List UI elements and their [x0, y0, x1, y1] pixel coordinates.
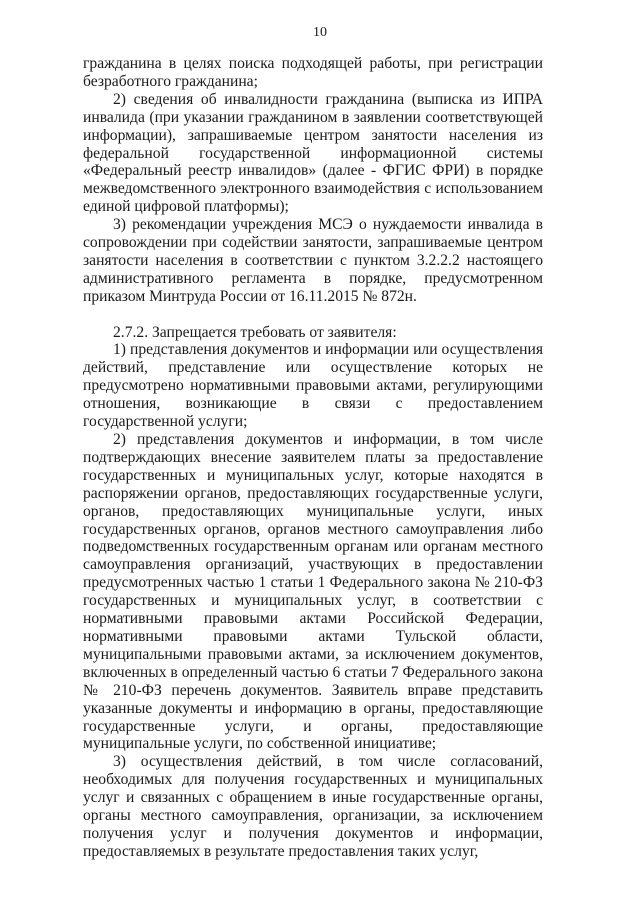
paragraph-item-3-mse-recommendations: 3) рекомендации учреждения МСЭ о нуждаемости инвалида в сопровождении при содействии занятости, запрашиваемые центром занятости населения в соответствии с пунктом 3.2.2.2 настоящего административного регламента в порядке, предусмотренном приказом Минтруда России от 16.11.2015 № 872н. — [83, 216, 543, 305]
page-number: 10 — [313, 25, 327, 40]
paragraph-prohibition-1: 1) представления документов и информации или осуществления действий, представление или осуществление которых не предусмотрено нормативными правовыми актами, регулирующими отношения, возникающие в связи с предоставлением государственной услуги; — [83, 341, 543, 431]
paragraph-item-2-disability-info: 2) сведения об инвалидности гражданина (выписка из ИПРА инвалида (при указании гражданином в заявлении соответствующей информации), запрашиваемые центром занятости населения из федеральной государственной информационной системы «Федеральный реестр инвалидов» (далее - ФГИС ФРИ) в порядке межведомственного электронного взаимодействия с использованием единой цифровой платформы); — [83, 90, 543, 216]
paragraph-continuation: гражданина в целях поиска подходящей работы, при регистрации безработного гражданина; — [83, 55, 543, 90]
section-heading-2-7-2: 2.7.2. Запрещается требовать от заявителя: — [113, 323, 397, 341]
paragraph-spacer — [83, 306, 543, 324]
document-body — [83, 55, 543, 861]
paragraph-prohibition-3: 3) осуществления действий, в том числе согласований, необходимых для получения государственных и муниципальных услуг и связанных с обращением в иные государственные органы, органы местного самоуправления, организации, за исключением получения услуг и получения документов и информации, предоставляемых в результате предоставления таких услуг, — [83, 753, 543, 860]
paragraph-prohibition-2: 2) представления документов и информации, в том числе подтверждающих внесение заявителем платы за предоставление государственных и муниципальных услуг, которые находятся в распоряжении органов, предоставляющих государственные услуги, органов, предоставляющих муниципальные услуги, иных государственных органов, органов местного самоуправления либо подведомственных государственным органам или органам местного самоуправления организаций, участвующих в предоставлении предусмотренных частью 1 статьи 1 Федерального закона № 210-ФЗ государственных и муниципальных услуг, в соответствии с нормативными правовыми актами Российской Федерации, нормативными правовыми актами Тульской области, муниципальными правовыми актами, за исключением документов, включенных в определенный частью 6 статьи 7 Федерального закона № 210-ФЗ перечень документов. Заявитель вправе представить указанные документы и информацию в органы, предоставляющие государственные услуги, и органы, предоставляющие муниципальные услуги, по собственной инициативе; — [83, 431, 543, 753]
